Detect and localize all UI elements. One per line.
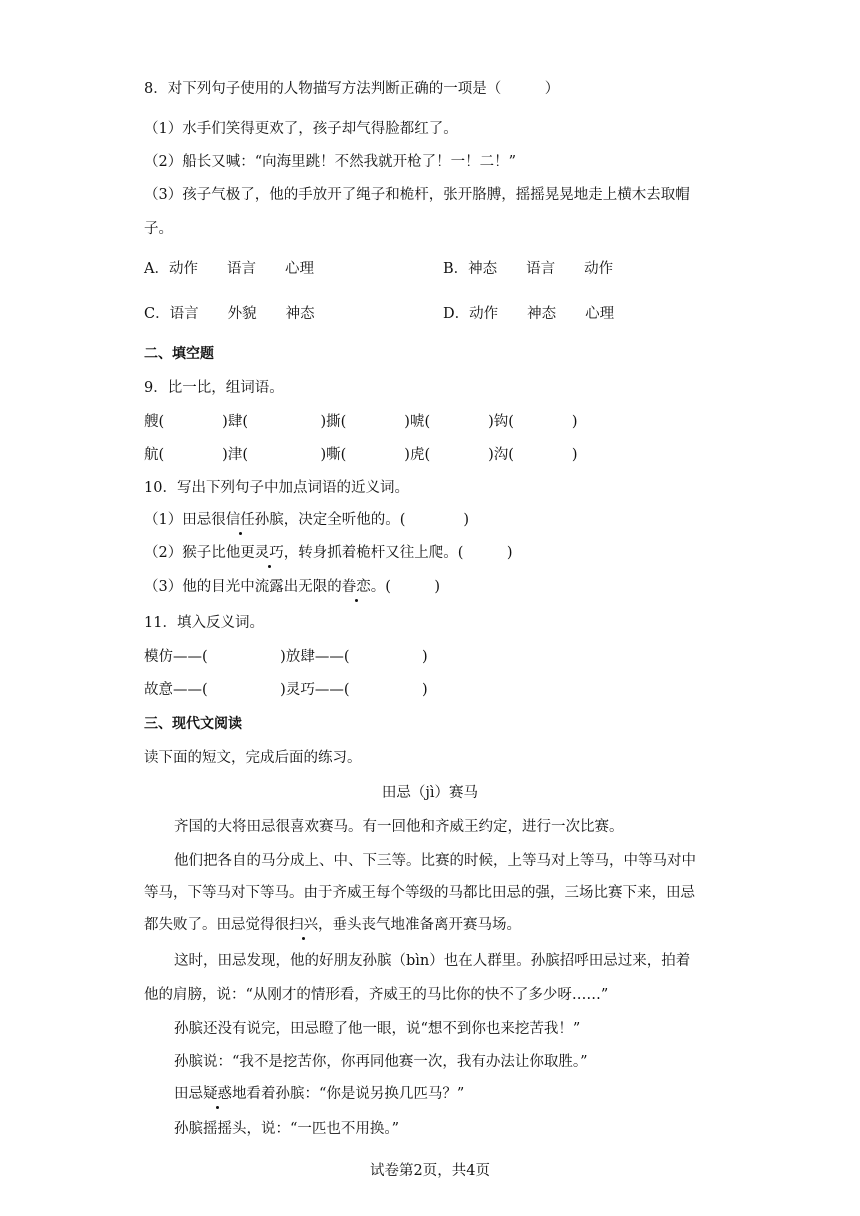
- q10-s3-dotted-word: 眷恋: [341, 579, 371, 595]
- q10-s2-dotted-word: 灵巧: [254, 545, 284, 561]
- q10-s3-post: 。( ): [370, 579, 441, 595]
- q10-sentence-2[interactable]: [144, 543, 513, 563]
- q8-option-d[interactable]: D．动作 神态 心理: [443, 306, 615, 322]
- reading-intro: 读下面的短文，完成后面的练习。: [144, 750, 362, 766]
- q10-s2-pre: （2）猴子比他更: [144, 545, 255, 561]
- q10-s2-post: ，转身抓着桅杆又往上爬。( ): [283, 545, 513, 561]
- q8-option-a[interactable]: A．动作 语言 心理: [144, 261, 314, 277]
- q8-sentence-3b: 子。: [144, 221, 173, 237]
- q8-option-c[interactable]: C．语言 外貌 神态: [144, 306, 315, 322]
- reading-p6-post: 地看着孙膑：“你是说另换几匹马？”: [232, 1086, 465, 1102]
- reading-title: 田忌（jì）赛马: [381, 785, 479, 801]
- q9-row-1[interactable]: 艘( )肆( )撕( )唬( )钩( ): [144, 414, 578, 430]
- q9-stem: 9．比一比，组词语。: [144, 380, 284, 396]
- reading-paragraph-2a: 他们把各自的马分成上、中、下三等。比赛的时候，上等马对上等马，中等马对中: [174, 853, 696, 869]
- reading-paragraph-2c: [144, 915, 521, 935]
- reading-paragraph-3b: 他的肩膀，说：“从刚才的情形看，齐威王的马比你的快不了多少呀……”: [144, 987, 609, 1003]
- reading-p2c-post: ，垂头丧气地准备离开赛马场。: [318, 917, 521, 933]
- q10-sentence-1[interactable]: [144, 510, 469, 530]
- q9-row-2[interactable]: 航( )津( )嘶( )虎( )沟( ): [144, 447, 578, 463]
- reading-p2c-pre: 都失败了。田忌觉得很: [144, 917, 289, 933]
- q10-s3-pre: （3）他的目光中流露出无限的: [144, 579, 342, 595]
- q10-s1-pre: （1）田忌很: [144, 512, 226, 528]
- reading-paragraph-1: 齐国的大将田忌很喜欢赛马。有一回他和齐威王约定，进行一次比赛。: [174, 819, 624, 835]
- q10-stem: 10．写出下列句子中加点词语的近义词。: [144, 480, 409, 496]
- reading-paragraph-5: 孙膑说：“我不是挖苦你，你再同他赛一次，我有办法让你取胜。”: [174, 1054, 588, 1070]
- q11-stem: 11．填入反义词。: [144, 615, 264, 631]
- q8-sentence-3a: （3）孩子气极了，他的手放开了绳子和桅杆，张开胳膊，摇摇晃晃地走上横木去取帽: [144, 187, 690, 203]
- q8-sentence-2: （2）船长又喊：“向海里跳！不然我就开枪了！一！二！”: [144, 154, 517, 170]
- reading-paragraph-4: 孙膑还没有说完，田忌瞪了他一眼，说“想不到你也来挖苦我！”: [174, 1021, 581, 1037]
- reading-paragraph-3a: 这时，田忌发现，他的好朋友孙膑（bìn）也在人群里。孙膑招呼田忌过来，拍着: [174, 953, 691, 969]
- q10-s1-post: 孙膑，决定全听他的。( ): [254, 512, 470, 528]
- q11-row-2[interactable]: 故意——( )灵巧——( ): [144, 682, 428, 698]
- q8-sentence-1: （1）水手们笑得更欢了，孩子却气得脸都红了。: [144, 121, 458, 137]
- q8-option-b[interactable]: B．神态 语言 动作: [443, 261, 614, 277]
- section-heading-fill-blank: 二、填空题: [144, 346, 214, 362]
- q10-sentence-3[interactable]: [144, 577, 440, 597]
- reading-p6-pre: 田忌: [174, 1086, 203, 1102]
- reading-paragraph-2b: 等马，下等马对下等马。由于齐威王每个等级的马都比田忌的强，三场比赛下来，田忌: [144, 885, 695, 901]
- reading-paragraph-7: 孙膑摇摇头，说：“一匹也不用换。”: [174, 1121, 400, 1137]
- page-footer: 试卷第2页，共4页: [370, 1163, 490, 1179]
- q8-stem: 8．对下列句子使用的人物描写方法判断正确的一项是（ ）: [144, 81, 560, 97]
- q10-s1-dotted-word: 信任: [225, 512, 255, 528]
- reading-p6-dotted-word: 疑惑: [203, 1086, 232, 1102]
- reading-p2c-dotted-word: 扫兴: [289, 917, 318, 933]
- q11-row-1[interactable]: 模仿——( )放肆——( ): [144, 649, 428, 665]
- reading-paragraph-6: [174, 1084, 464, 1104]
- section-heading-reading: 三、现代文阅读: [144, 716, 242, 732]
